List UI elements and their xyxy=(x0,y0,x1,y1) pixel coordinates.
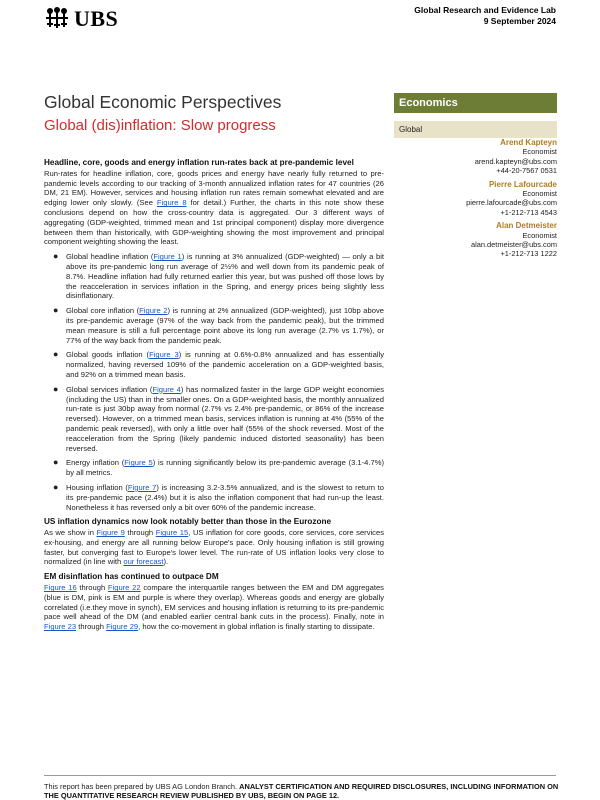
analyst-email[interactable]: pierre.lafourcade@ubs.com xyxy=(466,198,557,208)
figure-link[interactable]: Figure 8 xyxy=(156,198,187,208)
analyst-name: Arend Kapteyn xyxy=(500,138,557,147)
analyst-email[interactable]: arend.kapteyn@ubs.com xyxy=(474,156,557,166)
header-info xyxy=(414,5,556,27)
us-paragraph: As we show in Figure 9 through Figure 15, US inflation for core goods, core services, core services ex-housing, and energy are all running below Europe's pace. Only housing inflation is still growing faster, but converging fast to Europe's lower level. The run-rate of US inflation looks very close to normalized (in line with our forecast). xyxy=(44,528,385,567)
figure-link[interactable]: Figure 5 xyxy=(124,458,153,468)
analyst-role: Economist xyxy=(522,147,557,157)
forecast-link[interactable]: our forecast xyxy=(123,557,164,567)
region-tag: Global xyxy=(394,121,557,138)
em-paragraph: Figure 16 through Figure 22 compare the interquartile ranges between the EM and DM aggregates (blue is DM, pink is EM and purple is where they overlap). Whereas goods and energy are globally correlated (i.e.they move in synch), EM services and housing inflation is returning to its pre-pandemic pace well ahead of the DM (and enabled earlier central bank cuts in the process). Finally, note in Figure 23 through Figure 29, how the co-movement in global inflation is finally starting to dissipate. xyxy=(44,583,384,632)
section-heading: Headline, core, goods and energy inflation run-rates back at pre-pandemic level xyxy=(44,158,354,167)
page-subtitle: Global (dis)inflation: Slow progress xyxy=(44,117,276,134)
figure-link[interactable]: Figure 3 xyxy=(149,350,179,360)
ubs-logo xyxy=(44,6,118,32)
intro-paragraph: Run-rates for headline inflation, core, goods prices and energy have nearly fully returned to pre-pandemic levels according to our tracking of 3-month annualized inflation rates for 47 countries (26 DM, 21 EM). However, services and housing inflation run rates remain somewhat elevated and are edging lower only slowly. (See Figure 8 for detail.) Further, the charts in this note show these conclusions depend on how the cross-country data is aggregated. Our 3 different ways of aggregating (GDP-weighted, trimmed mean and 1st principal component) display more divergence between them than historically, with GDP-weighting showing the most improvement and principal component weighting showing the least. xyxy=(44,168,384,247)
analyst-list xyxy=(466,138,557,263)
analyst-phone: +1-212-713 1222 xyxy=(500,249,557,259)
bullet-icon: ● xyxy=(53,457,59,468)
analyst-phone: +1-212-713 4543 xyxy=(500,207,557,217)
analyst xyxy=(466,138,557,176)
footer-divider xyxy=(44,775,556,776)
analyst xyxy=(466,221,557,259)
list-item: ● Energy inflation (Figure 5) is running significantly below its pre-pandemic average (3.1-4.7%) by all metrics. xyxy=(53,457,385,478)
figure-link[interactable]: Figure 29 xyxy=(106,622,139,632)
figure-link[interactable]: Figure 1 xyxy=(153,252,182,262)
analyst-email[interactable]: alan.detmeister@ubs.com xyxy=(471,240,557,250)
section-heading: US inflation dynamics now look notably better than those in the Eurozone xyxy=(44,517,332,527)
bullet-icon: ● xyxy=(53,481,59,492)
footer-disclosure: This report has been prepared by UBS AG London Branch. ANALYST CERTIFICATION AND REQUIRED DISCLOSURES, INCLUDING INFORMATION ON THE QUANTITATIVE RESEARCH REVIEW PUBLISHED BY UBS, BEGIN ON PAGE 12. xyxy=(44,782,559,800)
figure-link[interactable]: Figure 15 xyxy=(155,528,189,538)
figure-link[interactable]: Figure 23 xyxy=(44,622,77,632)
list-item: ● Housing inflation (Figure 7) is increasing 3.2-3.5% annualized, and is the slowest to return to its pre-pandemic pace (2.4%) but it is also the inflation component that had run-up the least. Nonetheless it has reversed only a bit over 60% of the pandemic increase. xyxy=(53,481,384,512)
analyst-role: Economist xyxy=(522,230,557,240)
list-item: ● Global headline inflation (Figure 1) is running at 3% annualized (GDP-weighted) — only a bit above its pre-pandemic long run average of 2½% and well down from its pandemic peak of 8.7%. Headline inflation had fully returned earlier this year, but was pushed off those lows by the reacceleration in services inflation in the Spring, and energy prices being slightly less disinflationary. xyxy=(53,251,384,301)
figure-link[interactable]: Figure 22 xyxy=(107,583,141,593)
category-band: Economics xyxy=(394,93,557,113)
bullet-icon: ● xyxy=(53,251,59,262)
report-date: 9 September 2024 xyxy=(483,16,556,26)
figure-link[interactable]: Figure 2 xyxy=(139,306,168,316)
figure-link[interactable]: Figure 16 xyxy=(44,583,77,593)
analyst-phone: +44-20-7567 0531 xyxy=(496,166,557,176)
bullet-list xyxy=(44,252,384,512)
bullet-icon: ● xyxy=(53,349,59,360)
figure-link[interactable]: Figure 7 xyxy=(127,482,157,492)
lab-name: Global Research and Evidence Lab xyxy=(414,5,556,15)
section-heading: EM disinflation has continued to outpace DM xyxy=(44,572,219,582)
page-title: Global Economic Perspectives xyxy=(44,92,282,112)
keys-logo-icon xyxy=(44,7,70,31)
analyst xyxy=(466,180,557,218)
sidebar xyxy=(394,93,557,138)
analyst-name: Alan Detmeister xyxy=(496,221,557,231)
logo-text: UBS xyxy=(74,6,119,31)
list-item: ● Global core inflation (Figure 2) is running at 2% annualized (GDP-weighted), just 10bp above its pre-pandemic average (97% of the way back from the pandemic peak), but the trimmed mean measure is still a full percentage point above its long run average (2.7% vs 1.7%), or 77% of the way back from the pandemic peak. xyxy=(53,305,384,345)
analyst-role: Economist xyxy=(522,189,557,199)
list-item: ● Global services inflation (Figure 4) has normalized faster in the large GDP weight economies (including the US) than in the smaller ones. On a GDP-weighted basis, the monthly annualized run-rate is just 30bp away from normal (2.7% vs 2.4% pre-pandemic, or 86% of the increase reversed). However, on a trimmed mean basis, services inflation is running at 4% (55% of the pandemic peak reversed), with only a little over half (55% of the shock reversed. Most of the reacceleration from the Spring (likely pandemic induced distorted seasonality) has been reversed. xyxy=(53,383,384,453)
bullet-icon: ● xyxy=(53,305,59,316)
list-item: ● Global goods inflation (Figure 3) is running at 0.6%-0.8% annualized and has essentially normalized, having reversed 109% of the pandemic acceleration on a GDP-weighted basis, and 92% on a trimmed mean basis. xyxy=(53,349,384,379)
main-content xyxy=(44,158,384,632)
analyst-name: Pierre Lafourcade xyxy=(488,179,557,189)
figure-link[interactable]: Figure 4 xyxy=(152,384,181,394)
bullet-icon: ● xyxy=(53,383,59,394)
figure-link[interactable]: Figure 9 xyxy=(96,528,125,538)
